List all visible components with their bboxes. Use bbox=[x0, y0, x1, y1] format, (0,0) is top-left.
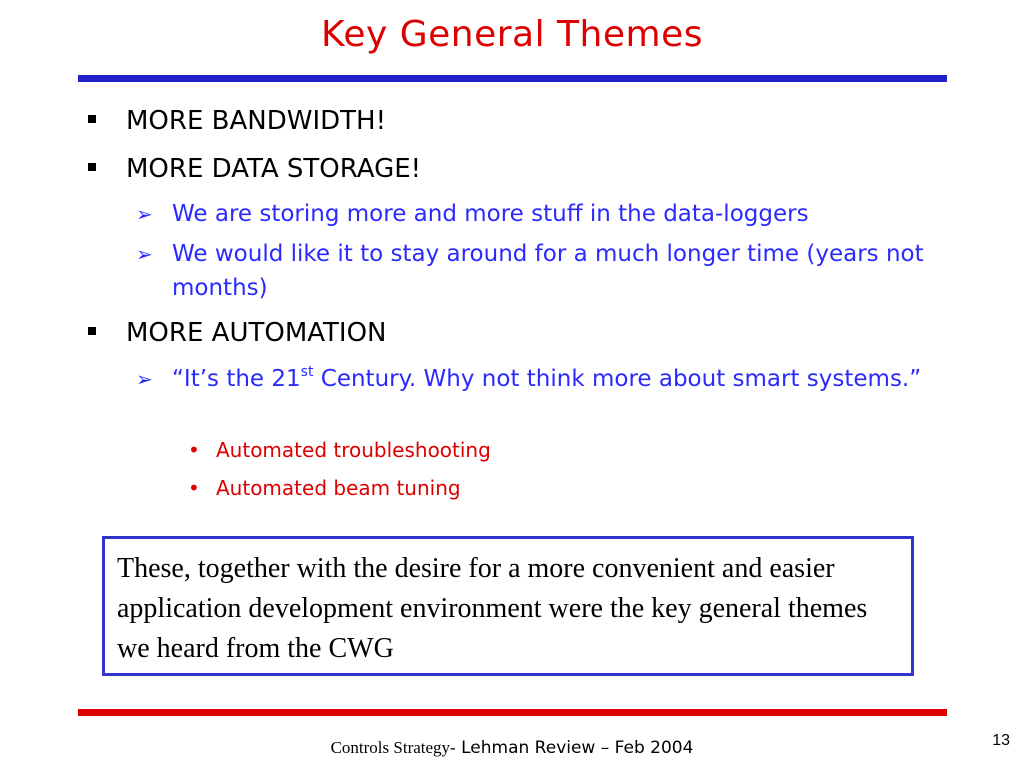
bullet-text: MORE BANDWIDTH! bbox=[126, 106, 386, 136]
bullet-text: MORE DATA STORAGE! bbox=[126, 154, 422, 184]
footer-left: Controls Strategy- bbox=[330, 738, 456, 757]
bullet-text: MORE AUTOMATION bbox=[126, 318, 387, 348]
arrow-bullet-icon: ➢ bbox=[136, 202, 153, 226]
quote-end: Century. Why not think more about smart systems.” bbox=[313, 366, 922, 392]
sub-subbullet-text: Automated troubleshooting bbox=[216, 438, 491, 462]
dot-bullet-icon: • bbox=[188, 476, 200, 500]
callout-text: These, together with the desire for a more convenient and easier application development environment were the key general themes we heard from the CWG bbox=[117, 553, 868, 664]
square-bullet-icon bbox=[88, 115, 96, 123]
subbullet-text: We would like it to stay around for a much longer time (years not months) bbox=[172, 241, 924, 301]
arrow-bullet-icon: ➢ bbox=[136, 367, 153, 391]
square-bullet-icon bbox=[88, 327, 96, 335]
page-number: 13 bbox=[992, 732, 1010, 749]
dot-bullet-icon: • bbox=[188, 438, 200, 462]
top-divider bbox=[78, 75, 947, 82]
slide-footer bbox=[0, 738, 1024, 758]
quote-text bbox=[172, 362, 932, 396]
summary-callout-box bbox=[102, 536, 914, 676]
quote-superscript: st bbox=[300, 364, 314, 380]
sub-subbullet-text: Automated beam tuning bbox=[216, 476, 461, 500]
bottom-divider bbox=[78, 709, 947, 716]
quote-start: “It’s the 21 bbox=[172, 366, 301, 392]
footer-right: Lehman Review – Feb 2004 bbox=[455, 738, 694, 758]
slide-title: Key General Themes bbox=[321, 14, 703, 55]
square-bullet-icon bbox=[88, 163, 96, 171]
arrow-bullet-icon: ➢ bbox=[136, 242, 153, 266]
subbullet-text: We are storing more and more stuff in the data-loggers bbox=[172, 201, 809, 227]
